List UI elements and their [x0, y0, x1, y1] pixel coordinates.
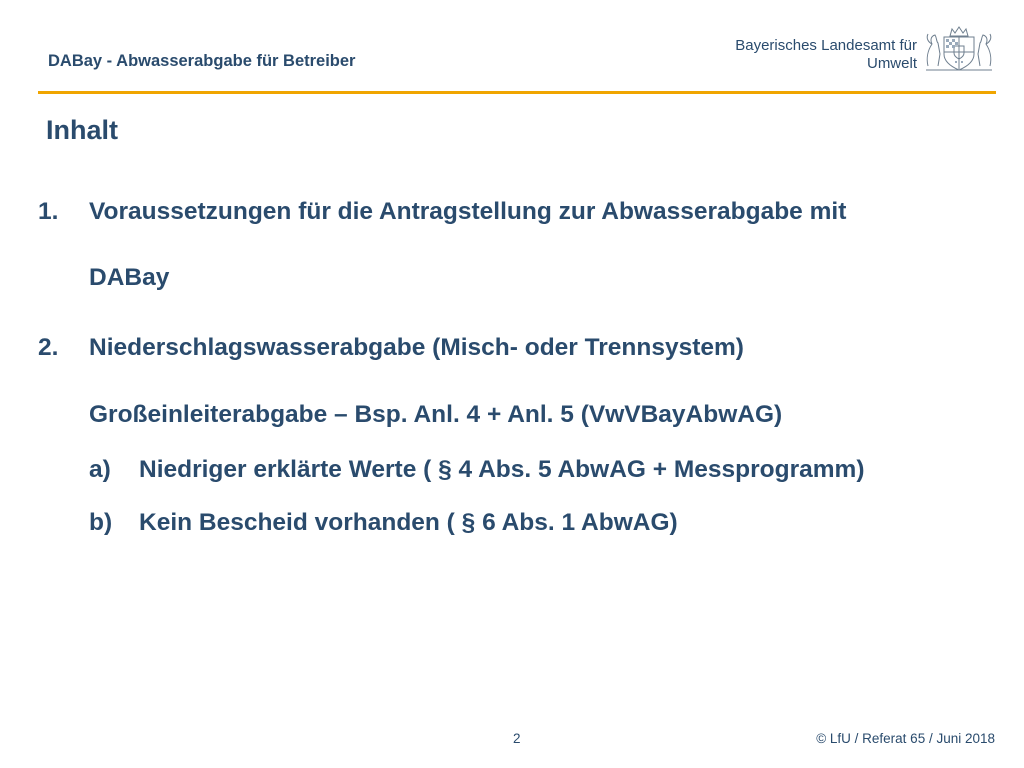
agency-name-line-1: Bayerisches Landesamt für [735, 37, 917, 54]
footer-copyright: © LfU / Referat 65 / Juni 2018 [816, 731, 995, 746]
sub-list-item-text: Niedriger erklärte Werte ( § 4 Abs. 5 AbwAG + Messprogramm) [139, 456, 865, 483]
list-item-text: Niederschlagswasserabgabe (Misch- oder Trennsystem) [89, 334, 744, 361]
list-item-number: 1. [38, 198, 59, 225]
slide-heading: Inhalt [46, 115, 118, 145]
sub-list-item-label: a) [89, 456, 111, 483]
list-item-text-continuation: DABay [89, 264, 170, 291]
header-divider [38, 91, 996, 94]
sub-list-item-text: Kein Bescheid vorhanden ( § 6 Abs. 1 AbwAG) [139, 509, 678, 536]
sub-list-item-label: b) [89, 509, 113, 536]
bavarian-coat-of-arms-icon [922, 26, 996, 72]
agency-name [735, 37, 917, 73]
list-item-number: 2. [38, 334, 59, 361]
page-number: 2 [513, 731, 521, 746]
agency-name-line-2: Umwelt [866, 55, 917, 72]
list-item-text-continuation: Großeinleiterabgabe – Bsp. Anl. 4 + Anl. 5 (VwVBayAbwAG) [89, 401, 783, 428]
header-title: DABay - Abwasserabgabe für Betreiber [48, 52, 356, 70]
list-item-text: Voraussetzungen für die Antragstellung zur Abwasserabgabe mit [89, 198, 847, 225]
